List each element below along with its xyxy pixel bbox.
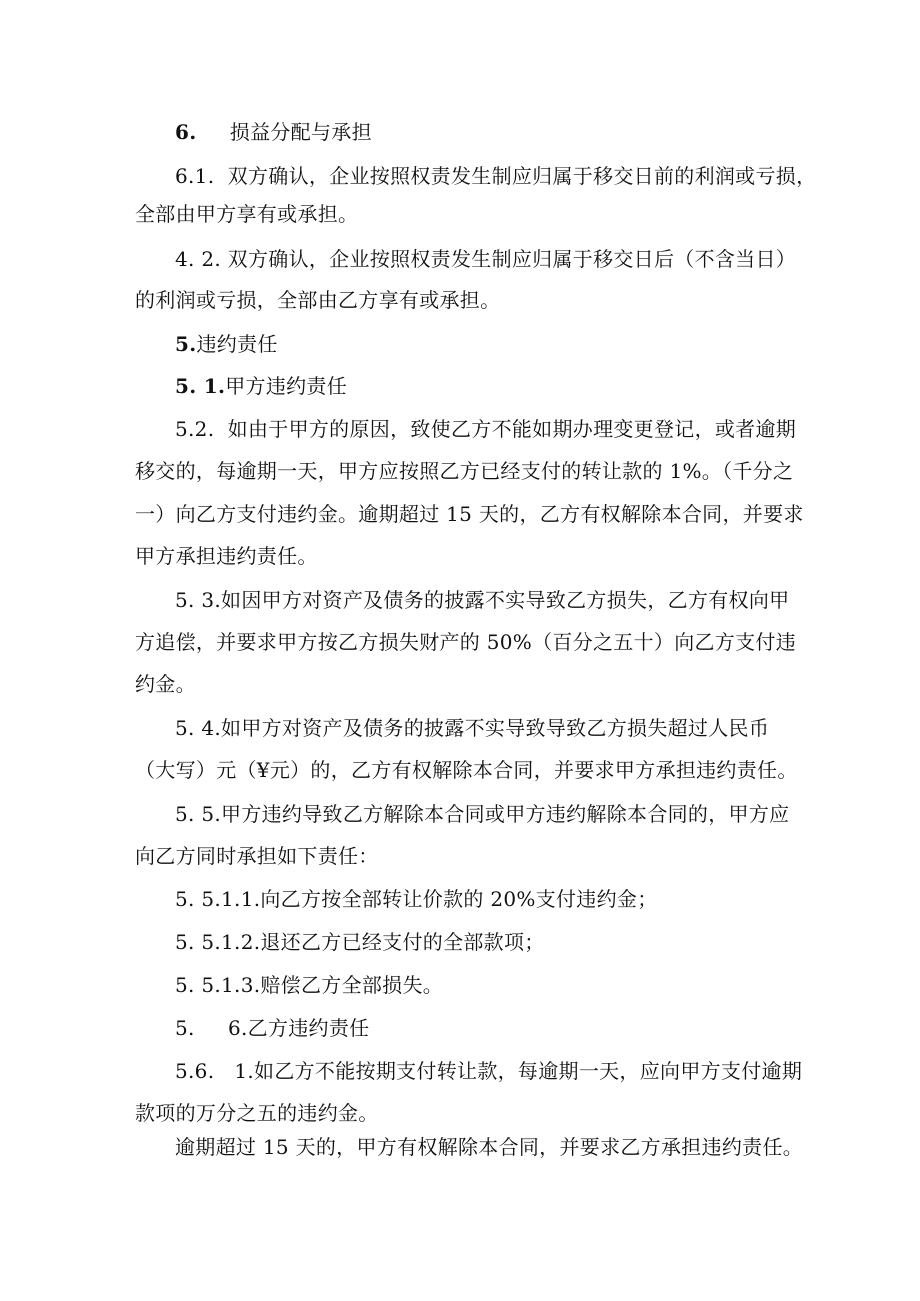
clause-6-1-line-2: 全部由甲方享有或承担。 <box>135 202 359 226</box>
clause-6-2-line-1: 4. 2. 双方确认，企业按照权责发生制应归属于移交日后（不含当日） <box>175 247 797 271</box>
section-title: 违约责任 <box>196 332 278 356</box>
clause-5-6-heading: 5. 6.乙方违约责任 <box>175 1016 370 1040</box>
clause-5-2-line-1: 5.2. 如由于甲方的原因，致使乙方不能如期办理变更登记，或者逾期 <box>175 417 797 441</box>
clause-5-2-line-3: 一）向乙方支付违约金。逾期超过 15 天的，乙方有权解除本合同，并要求 <box>135 502 804 526</box>
clause-5-5-1-3: 5. 5.1.3.赔偿乙方全部损失。 <box>175 973 444 997</box>
clause-5-4-line-2: （大写）元（¥元）的，乙方有权解除本合同，并要求甲方承担违约责任。 <box>135 758 798 782</box>
clause-5-6-1-line-3: 逾期超过 15 天的，甲方有权解除本合同，并要求乙方承担违约责任。 <box>175 1135 804 1159</box>
clause-5-3-line-1: 5. 3.如因甲方对资产及债务的披露不实导致乙方损失，乙方有权向甲 <box>175 588 790 612</box>
clause-5-5-line-2: 向乙方同时承担如下责任： <box>135 844 379 868</box>
clause-5-2-line-2: 移交的，每逾期一天，甲方应按照乙方已经支付的转让款的 1%。（千分之 <box>135 459 794 483</box>
section-title: 损益分配与承担 <box>229 120 372 144</box>
clause-5-3-line-3: 约金。 <box>135 672 196 696</box>
section-number: 5. <box>175 332 197 356</box>
clause-5-2-line-4: 甲方承担违约责任。 <box>135 544 318 568</box>
clause-5-6-1-line-2: 款项的万分之五的违约金。 <box>135 1101 379 1125</box>
clause-5-4-line-1: 5. 4.如甲方对资产及债务的披露不实导致导致乙方损失超过人民币 <box>175 716 770 740</box>
section-5-heading <box>175 330 795 358</box>
section-number: 6. <box>175 120 197 144</box>
clause-5-6-1-line-1: 5.6. 1.如乙方不能按期支付转让款，每逾期一天，应向甲方支付逾期 <box>175 1059 803 1083</box>
clause-title: 甲方违约责任 <box>225 374 348 398</box>
section-6-heading <box>175 118 795 146</box>
clause-5-5-1-1: 5. 5.1.1.向乙方按全部转让价款的 20%支付违约金； <box>175 887 658 911</box>
clause-5-1-heading <box>175 372 795 400</box>
clause-6-2-line-2: 的利润或亏损，全部由乙方享有或承担。 <box>135 288 501 312</box>
clause-6-1-line-1: 6.1. 双方确认，企业按照权责发生制应归属于移交日前的利润或亏损， <box>175 164 817 188</box>
clause-5-5-line-1: 5. 5.甲方违约导致乙方解除本合同或甲方违约解除本合同的，甲方应 <box>175 802 790 826</box>
clause-number: 5. 1. <box>175 374 226 398</box>
clause-5-3-line-2: 方追偿，并要求甲方按乙方损失财产的 50%（百分之五十）向乙方支付违 <box>135 630 797 654</box>
clause-5-5-1-2: 5. 5.1.2.退还乙方已经支付的全部款项； <box>175 930 545 954</box>
